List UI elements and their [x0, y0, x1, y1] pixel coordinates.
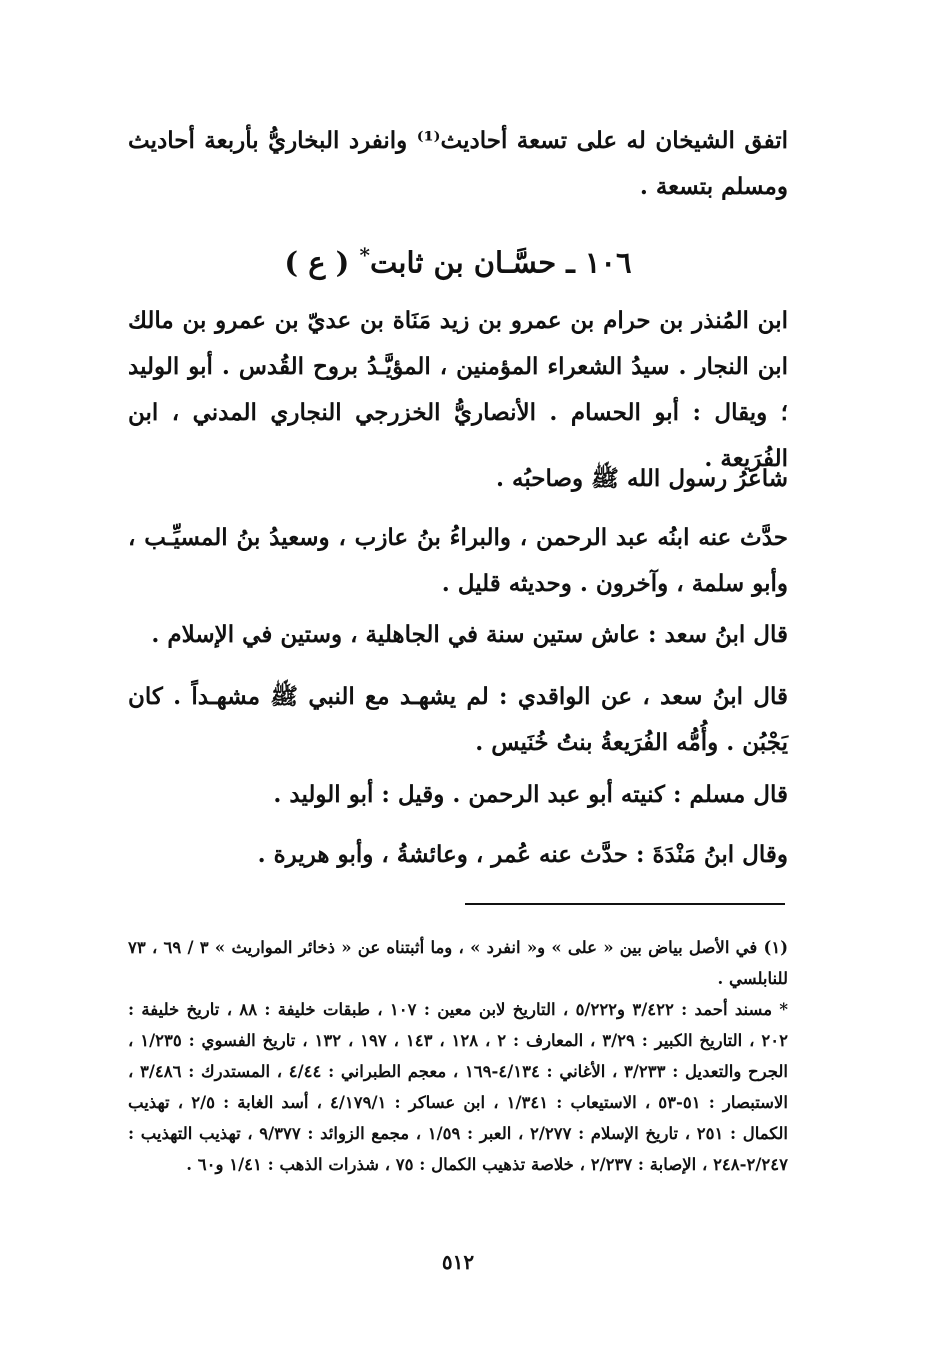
muslim-paragraph: قال مسلم : كنيته أبو عبد الرحمن . وقيل : أبو الوليد .: [273, 781, 788, 808]
entry-title-code: ( ع ): [284, 245, 350, 280]
intro-paragraph: اتفق الشيخان له على تسعة أحاديث⁽¹⁾ وانفرد البخاريُّ بأربعة أحاديث ومسلم بتسعة .: [128, 127, 788, 200]
footnote-divider: [465, 903, 785, 905]
ibn-manda-paragraph: وقال ابنُ مَنْدَةَ : حدَّث عنه عُمر ، وعائشةُ ، وأبو هريرة .: [257, 841, 788, 868]
ibn-saad-paragraph: قال ابنُ سعد : عاش ستين سنة في الجاهلية ، وستين في الإسلام .: [151, 621, 788, 648]
footnote-1: (١) في الأصل بياض بين « على » و« انفرد » ، وما أثبتناه عن « ذخائر المواريث » ٣ / ٦٩ ، ٧٣ للنابلسي .: [128, 938, 789, 988]
entry-title-footnote-mark: *: [359, 243, 370, 267]
page-number: ٥١٢: [441, 1250, 475, 1274]
waqidi-paragraph: قال ابنُ سعد ، عن الواقدي : لم يشهـد مع النبي ﷺ مشهـداً . كان يَجْبُن . وأُمُّه الفُرَيعةُ بنتُ خُنَيس .: [128, 683, 788, 756]
narrators-paragraph: حدَّث عنه ابنُه عبد الرحمن ، والبراءُ بنُ عازب ، وسعيدُ بنُ المسيِّـب ، وأبو سلمة ، وآخرون . وحديثه قليل .: [128, 524, 788, 597]
entry-title: [128, 232, 788, 286]
entry-title-text: ١٠٦ ـ حسَّـان بن ثابت: [369, 245, 632, 280]
lineage-paragraph: ابن المُنذر بن حرام بن عمرو بن زيد مَنَاة بن عديّ بن عمرو بن مالك ابن النجار . سيدُ الشعراء المؤمنين ، المؤيَّـدُ بروح القُدس . أبو الوليد ؛ ويقال : أبو الحسام . الأنصاريُّ الخزرجي النجاري المدني ، ابن الفُرَيعة .: [128, 307, 788, 472]
poet-paragraph: شاعرُ رسول الله ﷺ وصاحبُه .: [496, 465, 788, 492]
footnote-sources: * مسند أحمد : ٣/٤٢٢ و٥/٢٢٢ ، التاريخ لابن معين : ١٠٧ ، طبقات خليفة : ٨٨ ، تاريخ خليفة : ٢٠٢ ، التاريخ الكبير : ٣/٢٩ ، المعارف : ٢ ، ١٢٨ ، ١٤٣ ، ١٩٧ ، ١٣٢ ، تاريخ الفسوي : ١/٢٣٥ ، الجرح والتعديل : ٣/٢٣٣ ، الأغاني : ٤/١٣٤-١٦٩ ، معجم الطبراني : ٤/٤٤ ، المستدرك : ٣/٤٨٦ ، الاستبصار : ٥١-٥٣ ، الاستيعاب : ١/٣٤١ ، ابن عساكر : ٤/١٧٩/١ ، أسد الغابة : ٢/٥ ، تهذيب الكمال : ٢٥١ ، تاريخ الإسلام : ٢/٢٧٧ ، العبر : ١/٥٩ ، مجمع الزوائد : ٩/٣٧٧ ، تهذيب التهذيب : ٢/٢٤٧-٢٤٨ ، الإصابة : ٢/٢٣٧ ، خلاصة تذهيب الكمال : ٧٥ ، شذرات الذهب : ١/٤١ و٦٠ .: [128, 1000, 788, 1174]
